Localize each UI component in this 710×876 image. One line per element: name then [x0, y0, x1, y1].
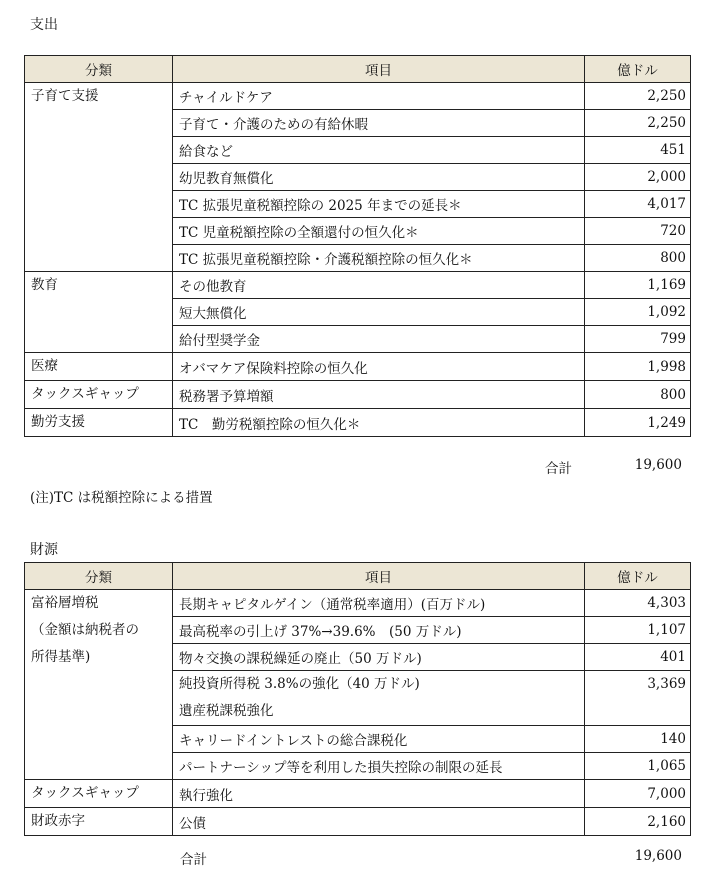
revenue-total-value: 19,600 [634, 848, 682, 864]
header-amount: 億ドル [585, 563, 691, 590]
header-category: 分類 [25, 563, 173, 590]
table-row [25, 353, 691, 381]
amount-cell: 799 [585, 326, 691, 353]
item-cell: 子育て・介護のための有給休暇 [173, 110, 585, 137]
amount-cell: 2,160 [585, 808, 691, 836]
amount-cell: 401 [585, 644, 691, 671]
amount-cell: 2,250 [585, 110, 691, 137]
item-cell: キャリードイントレストの総合課税化 [173, 726, 585, 753]
category-line: 富裕層増税 [31, 595, 99, 611]
expenditure-heading: 支出 [30, 17, 58, 33]
item-cell: TC 勤労税額控除の恒久化＊ [173, 409, 585, 437]
item-cell: パートナーシップ等を利用した損失控除の制限の延長 [173, 753, 585, 780]
amount-cell: 140 [585, 726, 691, 753]
category-cell: 医療 [25, 353, 173, 381]
amount-cell: 4,303 [585, 590, 691, 617]
item-cell: TC 拡張児童税額控除の 2025 年までの延長＊ [173, 191, 585, 218]
expenditure-table [24, 55, 691, 437]
item-cell [173, 671, 585, 726]
amount-cell: 800 [585, 245, 691, 272]
item-cell: 短大無償化 [173, 299, 585, 326]
item-line: 遺産税課税強化 [179, 703, 274, 719]
amount-cell: 1,092 [585, 299, 691, 326]
item-cell: TC 拡張児童税額控除・介護税額控除の恒久化＊ [173, 245, 585, 272]
table-row [25, 780, 691, 808]
table-row [25, 590, 691, 617]
category-line: （金額は納税者の [31, 622, 139, 638]
amount-cell: 2,250 [585, 83, 691, 110]
category-cell: 勤労支援 [25, 409, 173, 437]
table-row [25, 381, 691, 409]
category-cell: タックスギャップ [25, 381, 173, 409]
header-item: 項目 [173, 56, 585, 83]
header-item: 項目 [173, 563, 585, 590]
amount-cell: 7,000 [585, 780, 691, 808]
category-cell: 財政赤字 [25, 808, 173, 836]
category-cell: 子育て支援 [25, 83, 173, 272]
header-amount: 億ドル [585, 56, 691, 83]
item-cell: 執行強化 [173, 780, 585, 808]
expenditure-total-value: 19,600 [634, 457, 682, 473]
item-cell: 給食など [173, 137, 585, 164]
revenue-table [24, 562, 691, 836]
table-header-row [25, 563, 691, 590]
table-row [25, 409, 691, 437]
item-cell: オバマケア保険料控除の恒久化 [173, 353, 585, 381]
item-line: 純投資所得税 3.8%の強化（40 万ドル) [179, 676, 420, 692]
category-cell: タックスギャップ [25, 780, 173, 808]
category-line: 所得基準) [31, 649, 91, 665]
amount-cell: 1,998 [585, 353, 691, 381]
category-cell [25, 590, 173, 780]
amount-cell: 2,000 [585, 164, 691, 191]
item-cell: 幼児教育無償化 [173, 164, 585, 191]
amount-cell: 800 [585, 381, 691, 409]
amount-cell: 3,369 [585, 671, 691, 726]
header-category: 分類 [25, 56, 173, 83]
amount-cell: 451 [585, 137, 691, 164]
table-row [25, 808, 691, 836]
item-cell: 物々交換の課税繰延の廃止（50 万ドル) [173, 644, 585, 671]
amount-cell: 1,065 [585, 753, 691, 780]
table-row [25, 83, 691, 110]
amount-cell: 720 [585, 218, 691, 245]
amount-cell: 1,107 [585, 617, 691, 644]
item-cell: 公債 [173, 808, 585, 836]
amount-cell: 1,169 [585, 272, 691, 299]
item-cell: 最高税率の引上げ 37%→39.6% (50 万ドル) [173, 617, 585, 644]
revenue-heading: 財源 [30, 542, 58, 558]
item-cell: その他教育 [173, 272, 585, 299]
footnote: (注)TC は税額控除による措置 [30, 490, 213, 506]
item-cell: 税務署予算増額 [173, 381, 585, 409]
amount-cell: 1,249 [585, 409, 691, 437]
table-header-row [25, 56, 691, 83]
category-cell: 教育 [25, 272, 173, 353]
item-cell: チャイルドケア [173, 83, 585, 110]
item-cell: TC 児童税額控除の全額還付の恒久化＊ [173, 218, 585, 245]
revenue-total-label: 合計 [180, 852, 207, 868]
table-row [25, 272, 691, 299]
item-cell: 給付型奨学金 [173, 326, 585, 353]
item-cell: 長期キャピタルゲイン（通常税率適用）(百万ドル) [173, 590, 585, 617]
amount-cell: 4,017 [585, 191, 691, 218]
expenditure-total-label: 合計 [545, 461, 572, 477]
